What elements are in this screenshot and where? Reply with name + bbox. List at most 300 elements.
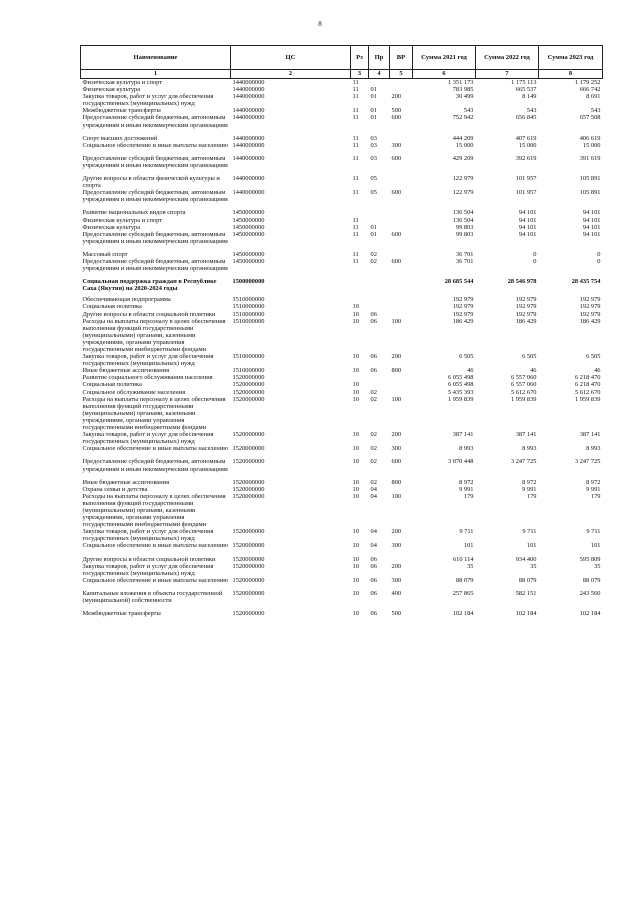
row-sum-2023: 15 000 bbox=[582, 141, 601, 149]
row-sum-2023: 6 218 470 bbox=[574, 381, 601, 389]
row-sum-2023: 6 505 bbox=[586, 353, 601, 361]
row-cs: 1520000000 bbox=[232, 478, 265, 486]
row-rz: 10 bbox=[352, 555, 359, 563]
row-sum-2023: 243 560 bbox=[579, 589, 601, 597]
row-pr: 06 bbox=[370, 317, 377, 325]
row-sum-2023: 46 bbox=[594, 367, 601, 375]
table-row bbox=[81, 114, 603, 128]
row-sum-2022: 46 bbox=[530, 367, 537, 375]
row-cs: 1510000000 bbox=[232, 367, 265, 375]
header-rz: Рз bbox=[351, 46, 369, 70]
row-sum-2021: 99 803 bbox=[455, 230, 474, 238]
table-row bbox=[81, 135, 603, 142]
table-row bbox=[81, 79, 603, 87]
row-rz bbox=[351, 374, 369, 381]
row-rz: 11 bbox=[352, 189, 359, 197]
row-sum-2021: 186 429 bbox=[452, 317, 474, 325]
row-rz: 10 bbox=[352, 610, 359, 618]
column-number-row bbox=[81, 70, 603, 79]
row-rz: 10 bbox=[352, 353, 359, 361]
row-vr bbox=[390, 135, 413, 142]
row-pr: 05 bbox=[370, 189, 377, 197]
row-pr bbox=[369, 303, 390, 310]
row-rz: 10 bbox=[352, 562, 359, 570]
row-sum-2022: 102 184 bbox=[515, 610, 537, 618]
row-pr: 02 bbox=[370, 431, 377, 439]
table-row bbox=[81, 577, 603, 584]
row-sum-2022: 192 979 bbox=[515, 296, 537, 304]
column-number: 3 bbox=[351, 70, 369, 79]
row-sum-2022: 88 079 bbox=[518, 576, 537, 584]
row-vr bbox=[390, 303, 413, 310]
row-sum-2023: 657 508 bbox=[579, 114, 601, 122]
row-sum-2023: 192 979 bbox=[579, 303, 601, 311]
row-cs: 1450000000 bbox=[232, 230, 265, 238]
row-sum-2021: 783 985 bbox=[452, 86, 474, 94]
row-vr: 500 bbox=[391, 610, 402, 618]
row-cs: 1520000000 bbox=[232, 576, 265, 584]
row-sum-2022: 392 619 bbox=[515, 154, 537, 162]
table-row bbox=[81, 107, 603, 114]
row-sum-2022: 8 149 bbox=[522, 93, 537, 101]
table-row bbox=[81, 479, 603, 486]
row-cs: 1440000000 bbox=[232, 114, 265, 122]
row-sum-2022: 28 546 978 bbox=[507, 278, 537, 286]
row-name: Расходы на выплаты персоналу в целях обеспечения выполнения функций государственными (муниципальными) органами, казенными учреждениями, органами управления государственными внебюджетными фондами bbox=[82, 317, 226, 353]
row-sum-2021: 387 141 bbox=[452, 431, 474, 439]
row-name: Предоставление субсидий бюджетным, автономным учреждениям и иным некоммерческим организациям bbox=[82, 189, 228, 204]
row-sum-2021: 136 504 bbox=[452, 216, 474, 224]
row-pr bbox=[369, 374, 390, 381]
row-cs: 1520000000 bbox=[232, 458, 265, 466]
row-name: Предоставление субсидий бюджетным, автономным учреждениям и иным некоммерческим организациям bbox=[82, 458, 228, 473]
row-pr: 01 bbox=[370, 230, 377, 238]
row-name: Иные бюджетные ассигнования bbox=[82, 478, 170, 486]
header-pr: Пр bbox=[369, 46, 390, 70]
row-sum-2021: 6 055 498 bbox=[447, 374, 474, 382]
table-row bbox=[81, 556, 603, 563]
row-name: Закупка товаров, работ и услуг для обеспечения государственных (муниципальных) нужд bbox=[82, 528, 214, 543]
row-vr bbox=[390, 251, 413, 258]
column-number: 6 bbox=[413, 70, 476, 79]
row-sum-2021: 6 505 bbox=[459, 353, 474, 361]
row-sum-2021: 752 942 bbox=[452, 114, 474, 122]
row-name: Предоставление субсидий бюджетным, автономным учреждениям и иным некоммерческим организациям bbox=[82, 114, 228, 129]
row-vr bbox=[390, 278, 413, 292]
row-sum-2022: 94 101 bbox=[518, 230, 537, 238]
row-sum-2023: 1 179 252 bbox=[539, 79, 603, 87]
row-rz: 11 bbox=[352, 154, 359, 162]
row-sum-2023: 102 184 bbox=[579, 610, 601, 618]
row-pr bbox=[369, 296, 390, 303]
row-pr: 06 bbox=[370, 610, 377, 618]
row-sum-2023: 391 619 bbox=[579, 154, 601, 162]
row-vr: 200 bbox=[391, 562, 402, 570]
header-row bbox=[81, 46, 603, 70]
row-vr: 100 bbox=[391, 317, 402, 325]
row-pr: 02 bbox=[370, 250, 377, 258]
row-sum-2022: 94 101 bbox=[518, 209, 537, 217]
table-row bbox=[81, 258, 603, 272]
table-row bbox=[81, 381, 603, 388]
row-rz: 11 bbox=[352, 257, 359, 265]
row-vr: 200 bbox=[391, 353, 402, 361]
row-vr: 800 bbox=[391, 367, 402, 375]
row-sum-2021: 192 979 bbox=[452, 303, 474, 311]
row-vr: 400 bbox=[391, 589, 402, 597]
row-sum-2023: 9 711 bbox=[586, 528, 601, 536]
row-sum-2021: 101 bbox=[463, 542, 474, 550]
row-sum-2022: 387 141 bbox=[515, 431, 537, 439]
row-cs: 1520000000 bbox=[232, 555, 265, 563]
row-sum-2022: 6 557 060 bbox=[510, 374, 537, 382]
row-rz: 11 bbox=[352, 141, 359, 149]
row-name: Социальное обеспечение и иные выплаты населению bbox=[82, 445, 229, 453]
row-vr: 600 bbox=[391, 458, 402, 466]
row-name: Массовый спорт bbox=[82, 250, 128, 258]
row-name: Иные бюджетные ассигнования bbox=[82, 367, 170, 375]
row-rz: 11 bbox=[352, 216, 359, 224]
row-cs: 1450000000 bbox=[232, 216, 265, 224]
table-row bbox=[81, 318, 603, 353]
row-rz: 10 bbox=[352, 528, 359, 536]
row-vr: 300 bbox=[391, 576, 402, 584]
row-sum-2023: 28 435 754 bbox=[571, 278, 601, 286]
row-cs: 1510000000 bbox=[232, 303, 265, 311]
row-sum-2023: 387 141 bbox=[579, 431, 601, 439]
row-pr: 06 bbox=[370, 589, 377, 597]
row-rz bbox=[351, 209, 369, 216]
row-sum-2023: 8 993 bbox=[586, 445, 601, 453]
row-vr bbox=[390, 296, 413, 303]
row-sum-2021: 1 959 839 bbox=[447, 395, 474, 403]
row-pr: 06 bbox=[370, 353, 377, 361]
row-vr bbox=[390, 175, 413, 189]
row-sum-2023: 595 809 bbox=[579, 555, 601, 563]
table-row bbox=[81, 209, 603, 216]
row-sum-2023: 94 101 bbox=[582, 209, 601, 217]
row-name: Другие вопросы в области социальной политики bbox=[82, 310, 216, 318]
table-row bbox=[81, 296, 603, 303]
budget-table bbox=[80, 45, 603, 617]
row-vr bbox=[390, 209, 413, 216]
row-cs: 1510000000 bbox=[232, 317, 265, 325]
row-sum-2021: 192 979 bbox=[452, 296, 474, 304]
row-sum-2021: 36 701 bbox=[455, 250, 474, 258]
row-pr: 06 bbox=[370, 576, 377, 584]
row-sum-2023: 192 979 bbox=[579, 310, 601, 318]
row-sum-2021: 36 701 bbox=[455, 257, 474, 265]
table-row bbox=[81, 563, 603, 577]
row-rz: 10 bbox=[352, 576, 359, 584]
row-sum-2022: 3 247 725 bbox=[510, 458, 537, 466]
row-rz: 10 bbox=[352, 381, 359, 389]
row-name: Охрана семьи и детства bbox=[82, 485, 148, 493]
row-name: Другие вопросы в области физической культуры и спорта bbox=[82, 175, 220, 190]
row-sum-2023: 192 979 bbox=[579, 296, 601, 304]
row-sum-2021: 122 979 bbox=[452, 175, 474, 183]
row-cs: 1520000000 bbox=[232, 542, 265, 550]
header-sum-2021: Сумма 2021 год bbox=[413, 46, 476, 70]
row-pr: 05 bbox=[370, 175, 377, 183]
row-sum-2022: 656 845 bbox=[515, 114, 537, 122]
row-pr: 01 bbox=[370, 107, 377, 115]
row-vr: 300 bbox=[391, 542, 402, 550]
table-row bbox=[81, 367, 603, 374]
row-cs: 1520000000 bbox=[232, 381, 265, 389]
row-sum-2023: 543 bbox=[590, 107, 601, 115]
row-sum-2023: 8 972 bbox=[586, 478, 601, 486]
row-sum-2023: 3 247 725 bbox=[574, 458, 601, 466]
row-rz: 11 bbox=[352, 175, 359, 183]
row-cs: 1440000000 bbox=[232, 154, 265, 162]
row-cs: 1520000000 bbox=[232, 374, 265, 382]
row-rz: 10 bbox=[352, 445, 359, 453]
table-row bbox=[81, 217, 603, 224]
table-row bbox=[81, 231, 603, 245]
row-sum-2021: 5 435 393 bbox=[447, 388, 474, 396]
column-number: 7 bbox=[476, 70, 539, 79]
row-vr bbox=[390, 486, 413, 493]
row-pr: 02 bbox=[370, 395, 377, 403]
row-cs: 1440000000 bbox=[232, 141, 265, 149]
row-name: Другие вопросы в области социальной политики bbox=[82, 555, 216, 563]
table-row bbox=[81, 353, 603, 367]
row-sum-2021: 46 bbox=[467, 367, 474, 375]
row-sum-2022: 8 972 bbox=[522, 478, 537, 486]
row-cs: 1520000000 bbox=[232, 445, 265, 453]
row-sum-2022: 1 959 839 bbox=[510, 395, 537, 403]
row-cs: 1440000000 bbox=[232, 86, 265, 94]
table-row bbox=[81, 528, 603, 542]
row-rz: 11 bbox=[352, 93, 359, 101]
row-sum-2021: 99 803 bbox=[455, 223, 474, 231]
row-rz: 10 bbox=[352, 367, 359, 375]
row-rz: 10 bbox=[352, 492, 359, 500]
row-name: Социальное обслуживание населения bbox=[82, 388, 186, 396]
row-sum-2023: 186 429 bbox=[579, 317, 601, 325]
row-sum-2023: 666 742 bbox=[579, 86, 601, 94]
row-cs: 1440000000 bbox=[231, 79, 351, 87]
row-sum-2023: 179 bbox=[590, 492, 601, 500]
row-rz: 10 bbox=[352, 478, 359, 486]
row-name: Социальная поддержка граждан в Республике Саха (Якутия) на 2020-2024 годы bbox=[82, 278, 217, 293]
row-rz: 11 bbox=[352, 230, 359, 238]
row-sum-2021: 543 bbox=[463, 107, 474, 115]
row-sum-2023: 5 612 670 bbox=[574, 388, 601, 396]
row-rz: 10 bbox=[352, 388, 359, 396]
header-sum-2023: Сумма 2023 год bbox=[539, 46, 603, 70]
row-rz: 11 bbox=[351, 79, 369, 87]
row-rz: 11 bbox=[352, 250, 359, 258]
row-rz bbox=[351, 296, 369, 303]
row-name: Расходы на выплаты персоналу в целях обеспечения выполнения функций государственными (муниципальными) органами, казенными учреждениями, органами управления государственными внебюджетными фондами bbox=[82, 492, 226, 529]
row-cs: 1520000000 bbox=[232, 485, 265, 493]
row-sum-2021: 122 979 bbox=[452, 189, 474, 197]
row-pr: 04 bbox=[370, 492, 377, 500]
row-rz: 11 bbox=[352, 223, 359, 231]
table-row bbox=[81, 590, 603, 604]
column-number: 8 bbox=[539, 70, 603, 79]
row-rz: 10 bbox=[352, 317, 359, 325]
row-name: Капитальные вложения в объекты государственной (муниципальной) собственности bbox=[82, 589, 223, 604]
row-sum-2023: 0 bbox=[597, 250, 601, 258]
row-vr bbox=[390, 556, 413, 563]
row-vr: 300 bbox=[391, 141, 402, 149]
column-number: 4 bbox=[369, 70, 390, 79]
column-number: 1 bbox=[81, 70, 231, 79]
row-sum-2021: 8 972 bbox=[459, 478, 474, 486]
row-sum-2021: 3 070 448 bbox=[447, 458, 474, 466]
row-cs: 1520000000 bbox=[232, 492, 265, 500]
row-sum-2022: 0 bbox=[533, 257, 537, 265]
row-sum-2022: 8 993 bbox=[522, 445, 537, 453]
header-name: Наименование bbox=[81, 46, 231, 70]
row-sum-2021: 1 351 173 bbox=[413, 79, 476, 87]
row-cs: 1520000000 bbox=[232, 528, 265, 536]
row-sum-2021: 9 991 bbox=[459, 485, 474, 493]
row-vr: 500 bbox=[391, 107, 402, 115]
row-rz: 10 bbox=[352, 458, 359, 466]
row-pr: 06 bbox=[370, 310, 377, 318]
row-vr: 100 bbox=[391, 395, 402, 403]
row-pr: 03 bbox=[370, 141, 377, 149]
row-name: Социальное обеспечение и иные выплаты населению bbox=[82, 542, 229, 550]
row-sum-2022: 192 979 bbox=[515, 310, 537, 318]
row-name: Закупка товаров, работ и услуг для обеспечения государственных (муниципальных) нужд bbox=[82, 431, 214, 446]
row-sum-2021: 9 711 bbox=[459, 528, 474, 536]
row-sum-2022: 9 991 bbox=[522, 485, 537, 493]
table-row bbox=[81, 175, 603, 189]
row-sum-2023: 105 891 bbox=[579, 175, 601, 183]
row-sum-2022: 101 bbox=[526, 542, 537, 550]
row-pr: 02 bbox=[370, 445, 377, 453]
table-row bbox=[81, 610, 603, 617]
row-sum-2022: 407 619 bbox=[515, 134, 537, 142]
row-vr bbox=[390, 389, 413, 396]
row-cs: 1520000000 bbox=[232, 431, 265, 439]
row-sum-2022: 665 537 bbox=[515, 86, 537, 94]
row-sum-2023: 406 619 bbox=[579, 134, 601, 142]
row-name: Физическая культура и спорт bbox=[82, 216, 163, 224]
table-row bbox=[81, 486, 603, 493]
row-sum-2022: 101 957 bbox=[515, 189, 537, 197]
row-cs: 1440000000 bbox=[232, 175, 265, 183]
row-name: Спорт высших достижений bbox=[82, 134, 158, 142]
row-vr bbox=[390, 224, 413, 231]
row-rz: 10 bbox=[352, 589, 359, 597]
table-row bbox=[81, 93, 603, 107]
table-row bbox=[81, 251, 603, 258]
column-number: 5 bbox=[390, 70, 413, 79]
row-sum-2023: 6 218 470 bbox=[574, 374, 601, 382]
row-pr: 02 bbox=[370, 478, 377, 486]
table-row bbox=[81, 278, 603, 292]
row-pr: 01 bbox=[370, 93, 377, 101]
row-sum-2021: 102 184 bbox=[452, 610, 474, 618]
row-rz: 10 bbox=[352, 310, 359, 318]
row-vr: 300 bbox=[391, 445, 402, 453]
row-pr bbox=[369, 79, 390, 87]
row-pr: 06 bbox=[370, 367, 377, 375]
row-name: Социальная политика bbox=[82, 303, 142, 311]
row-sum-2022: 6 557 060 bbox=[510, 381, 537, 389]
table-row bbox=[81, 396, 603, 431]
table-row bbox=[81, 493, 603, 528]
row-sum-2021: 610 114 bbox=[452, 555, 474, 563]
row-pr: 01 bbox=[370, 86, 377, 94]
row-sum-2021: 15 000 bbox=[455, 141, 474, 149]
row-sum-2022: 94 101 bbox=[518, 223, 537, 231]
row-rz: 10 bbox=[352, 485, 359, 493]
row-vr bbox=[390, 381, 413, 388]
row-name: Обеспечивающая подпрограмма bbox=[82, 296, 171, 304]
row-sum-2022: 15 000 bbox=[518, 141, 537, 149]
row-sum-2023: 9 991 bbox=[586, 485, 601, 493]
row-name: Физическая культура bbox=[82, 223, 141, 231]
row-rz: 11 bbox=[352, 134, 359, 142]
page-number: 8 bbox=[318, 20, 322, 28]
row-sum-2023: 88 079 bbox=[582, 576, 601, 584]
row-name: Закупка товаров, работ и услуг для обеспечения государственных (муниципальных) нужд bbox=[82, 562, 214, 577]
row-sum-2023: 94 101 bbox=[582, 223, 601, 231]
row-sum-2022: 186 429 bbox=[515, 317, 537, 325]
row-rz: 11 bbox=[352, 107, 359, 115]
row-pr bbox=[369, 278, 390, 292]
row-rz: 10 bbox=[352, 303, 359, 311]
table-row bbox=[81, 142, 603, 149]
table-row bbox=[81, 189, 603, 203]
row-sum-2022: 94 101 bbox=[518, 216, 537, 224]
row-sum-2023: 105 891 bbox=[579, 189, 601, 197]
table-row bbox=[81, 86, 603, 93]
row-vr: 200 bbox=[391, 528, 402, 536]
row-name: Социальная политика bbox=[82, 381, 142, 389]
row-vr bbox=[390, 79, 413, 87]
row-cs: 1440000000 bbox=[232, 134, 265, 142]
row-pr: 02 bbox=[370, 257, 377, 265]
row-sum-2022: 6 505 bbox=[522, 353, 537, 361]
row-vr: 600 bbox=[391, 114, 402, 122]
row-rz: 11 bbox=[352, 86, 359, 94]
row-vr: 600 bbox=[391, 154, 402, 162]
row-cs: 1500000000 bbox=[232, 278, 265, 286]
header-vr: ВР bbox=[390, 46, 413, 70]
row-sum-2022: 179 bbox=[526, 492, 537, 500]
row-cs: 1520000000 bbox=[232, 562, 265, 570]
row-sum-2022: 35 bbox=[530, 562, 537, 570]
row-pr: 02 bbox=[370, 388, 377, 396]
row-sum-2021: 257 865 bbox=[452, 589, 474, 597]
budget-table-container bbox=[80, 45, 602, 617]
table-body bbox=[81, 79, 603, 618]
row-pr: 01 bbox=[370, 114, 377, 122]
row-pr: 04 bbox=[370, 542, 377, 550]
row-vr: 600 bbox=[391, 230, 402, 238]
row-vr: 100 bbox=[391, 492, 402, 500]
table-row bbox=[81, 431, 603, 445]
row-cs: 1510000000 bbox=[232, 310, 265, 318]
row-sum-2022: 0 bbox=[533, 250, 537, 258]
row-cs: 1450000000 bbox=[232, 223, 265, 231]
row-sum-2021: 429 209 bbox=[452, 154, 474, 162]
row-name: Предоставление субсидий бюджетным, автономным учреждениям и иным некоммерческим организациям bbox=[82, 230, 228, 245]
row-sum-2022: 101 957 bbox=[515, 175, 537, 183]
row-sum-2023: 8 691 bbox=[586, 93, 601, 101]
row-vr bbox=[390, 217, 413, 224]
row-vr bbox=[390, 86, 413, 93]
row-pr bbox=[369, 217, 390, 224]
